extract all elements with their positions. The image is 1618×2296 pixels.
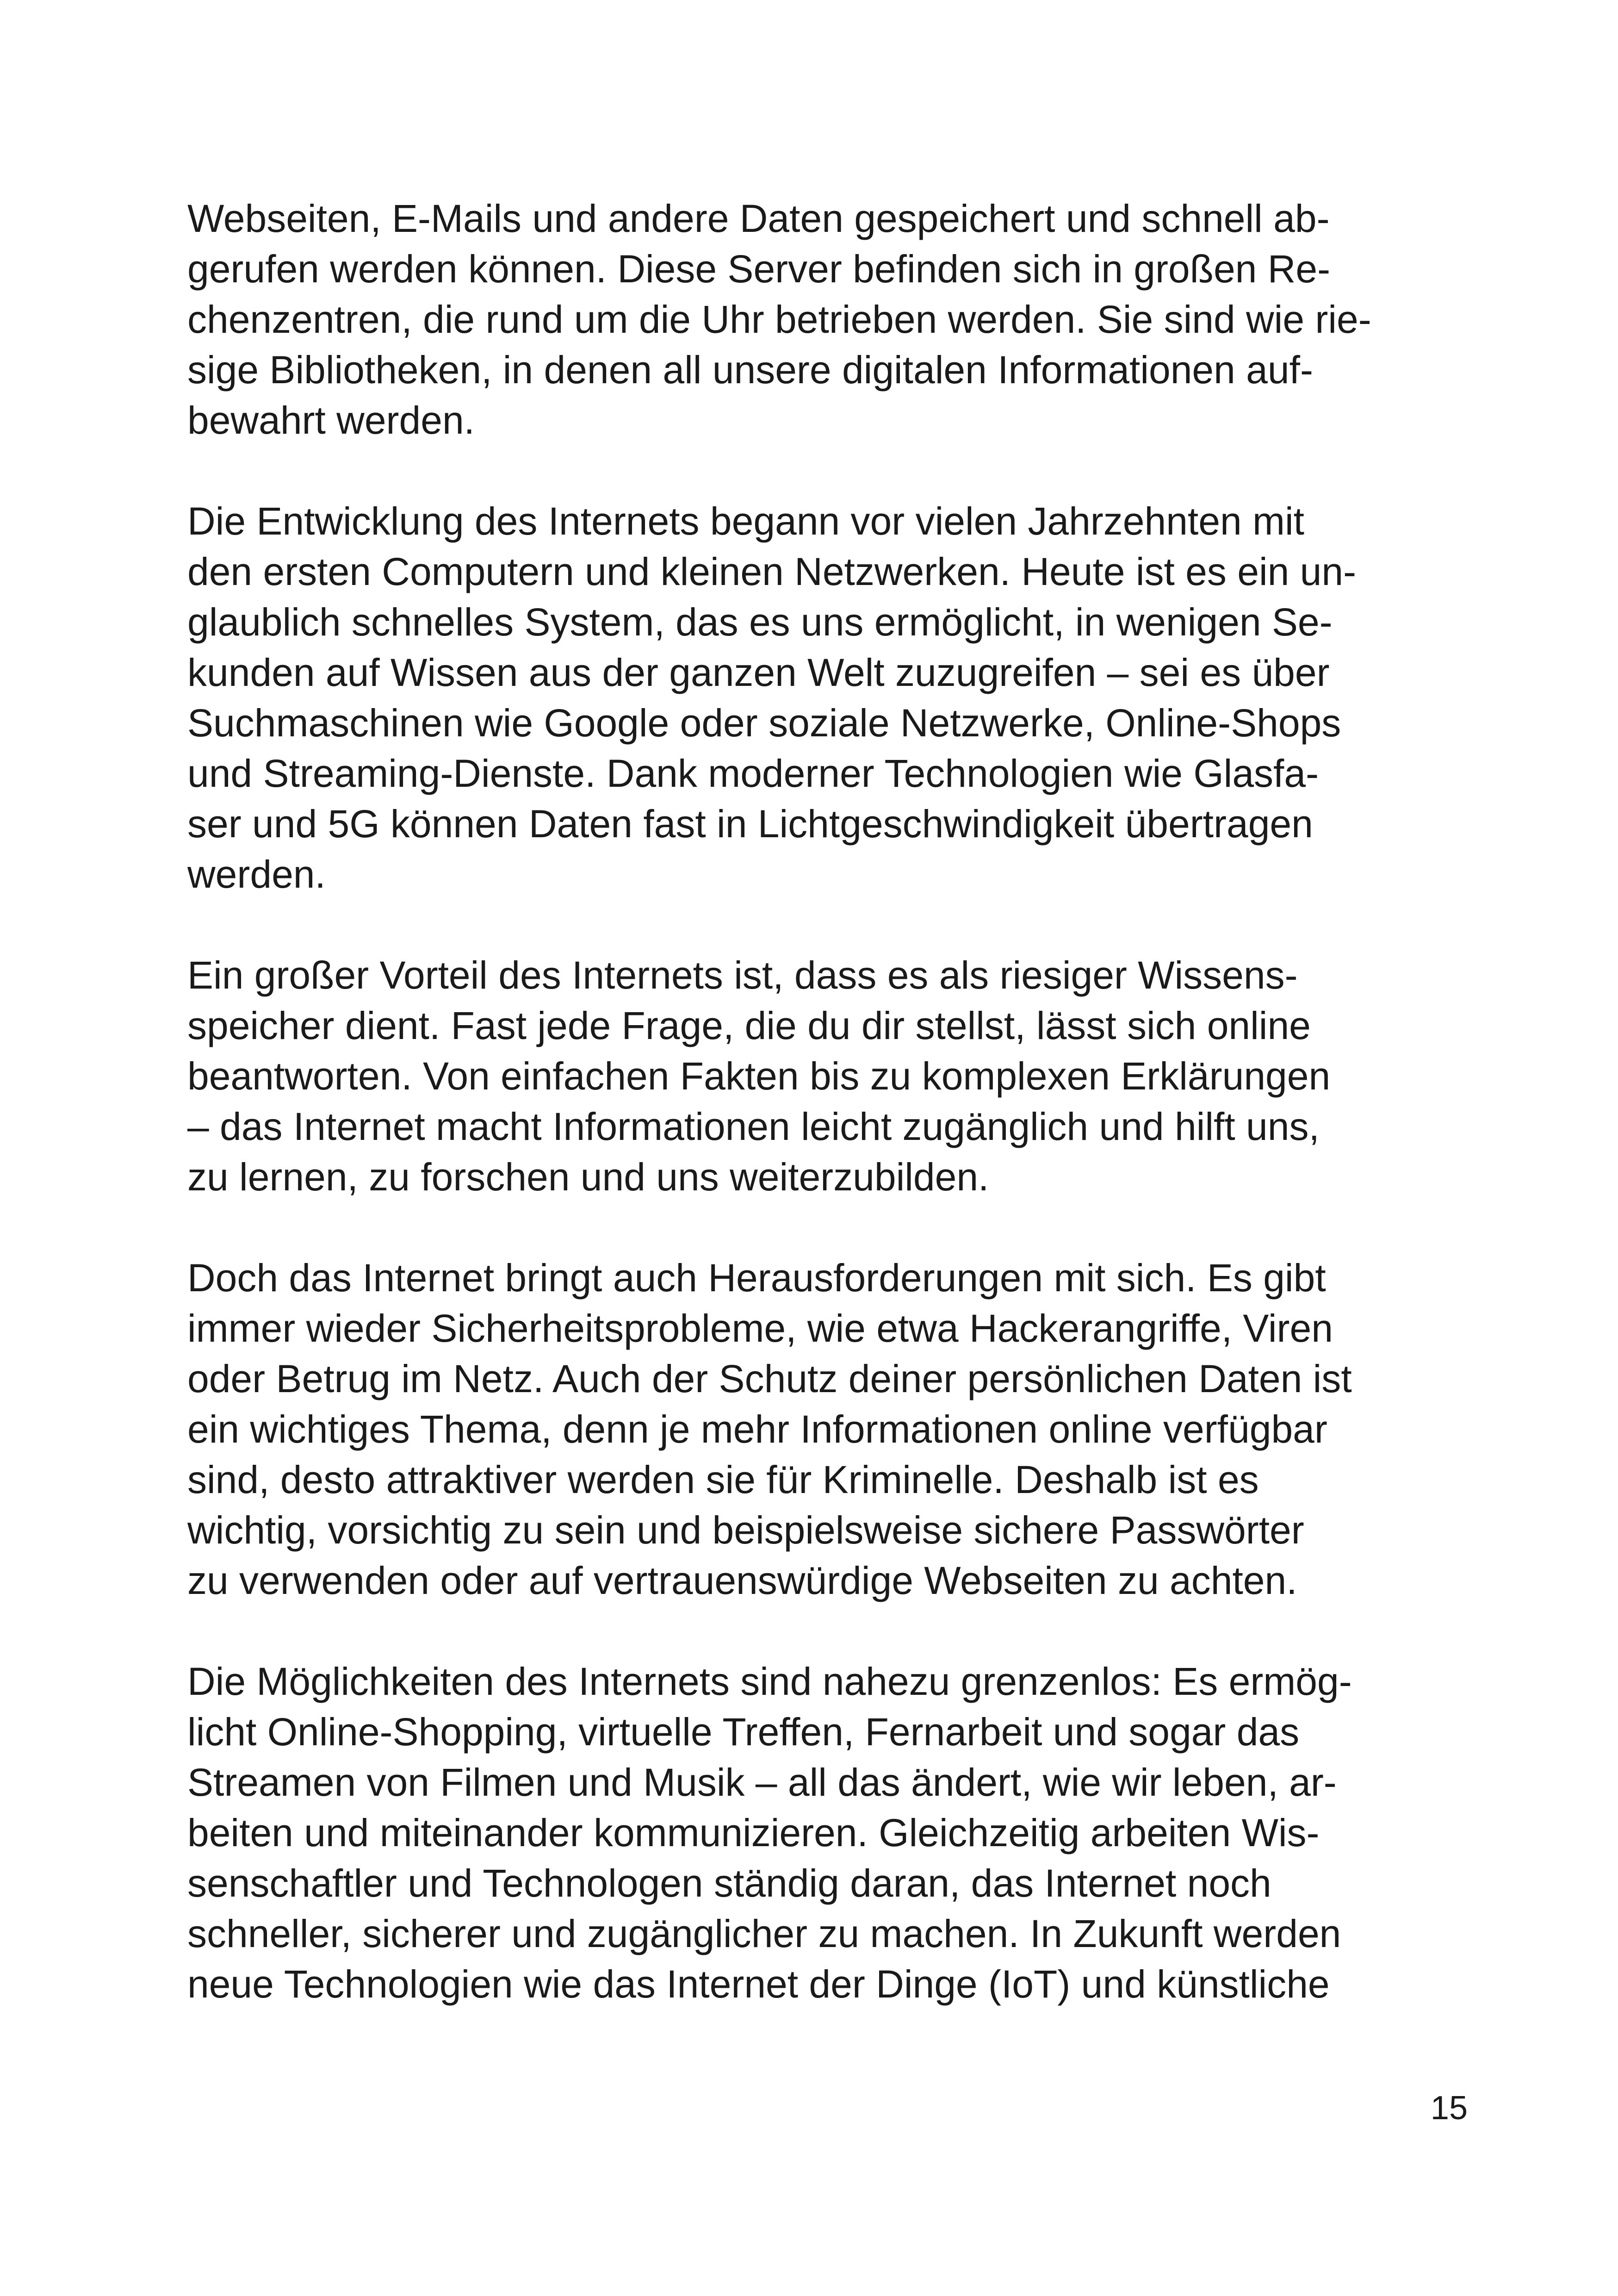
text-line: immer wieder Sicherheitsprobleme, wie etwa Hackerangriffe, Viren	[187, 1307, 1333, 1350]
text-line: werden.	[187, 852, 326, 896]
text-line: kunden auf Wissen aus der ganzen Welt zuzugreifen – sei es über	[187, 651, 1330, 694]
paragraph-spacer	[187, 446, 1478, 496]
text-line: ser und 5G können Daten fast in Lichtgeschwindigkeit übertragen	[187, 802, 1313, 846]
text-line: – das Internet macht Informationen leicht zugänglich und hilft uns,	[187, 1105, 1320, 1148]
text-line: schneller, sicherer und zugänglicher zu machen. In Zukunft werden	[187, 1912, 1341, 1955]
text-line: sige Bibliotheken, in denen all unsere digitalen Informationen auf-	[187, 348, 1313, 392]
text-line: Suchmaschinen wie Google oder soziale Netzwerke, Online-Shops	[187, 701, 1341, 745]
text-line: Ein großer Vorteil des Internets ist, dass es als riesiger Wissens-	[187, 953, 1298, 997]
paragraph-3	[187, 950, 1478, 1202]
text-line: ein wichtiges Thema, denn je mehr Informationen online verfügbar	[187, 1407, 1327, 1451]
text-line: zu verwenden oder auf vertrauenswürdige Webseiten zu achten.	[187, 1559, 1297, 1602]
paragraph-spacer	[187, 1606, 1478, 1656]
text-line: bewahrt werden.	[187, 398, 475, 442]
text-line: oder Betrug im Netz. Auch der Schutz deiner persönlichen Daten ist	[187, 1357, 1352, 1400]
text-line: beiten und miteinander kommunizieren. Gleichzeitig arbeiten Wis-	[187, 1811, 1320, 1854]
text-line: Streamen von Filmen und Musik – all das ändert, wie wir leben, ar-	[187, 1761, 1337, 1804]
text-line: speicher dient. Fast jede Frage, die du dir stellst, lässt sich online	[187, 1004, 1311, 1047]
text-line: Die Möglichkeiten des Internets sind nahezu grenzenlos: Es ermög-	[187, 1660, 1352, 1703]
text-line: Doch das Internet bringt auch Herausforderungen mit sich. Es gibt	[187, 1256, 1326, 1300]
paragraph-spacer	[187, 900, 1478, 950]
text-line: sind, desto attraktiver werden sie für Kriminelle. Deshalb ist es	[187, 1458, 1259, 1501]
text-line: chenzentren, die rund um die Uhr betrieben werden. Sie sind wie rie-	[187, 298, 1371, 341]
text-line: gerufen werden können. Diese Server befinden sich in großen Re-	[187, 247, 1331, 291]
text-line: Webseiten, E-Mails und andere Daten gespeichert und schnell ab-	[187, 197, 1330, 240]
text-line: glaublich schnelles System, das es uns ermöglicht, in wenigen Se-	[187, 600, 1333, 644]
paragraph-5	[187, 1656, 1478, 2010]
text-line: wichtig, vorsichtig zu sein und beispielsweise sichere Passwörter	[187, 1508, 1304, 1552]
page-number: 15	[1430, 2090, 1468, 2127]
text-line: zu lernen, zu forschen und uns weiterzubilden.	[187, 1155, 989, 1199]
paragraph-4	[187, 1253, 1478, 1606]
text-line: Die Entwicklung des Internets begann vor vielen Jahrzehnten mit	[187, 499, 1305, 543]
paragraph-2	[187, 496, 1478, 900]
text-line: den ersten Computern und kleinen Netzwerken. Heute ist es ein un-	[187, 550, 1357, 593]
body-text	[187, 193, 1478, 2010]
text-line: und Streaming-Dienste. Dank moderner Technologien wie Glasfa-	[187, 752, 1319, 795]
text-line: senschaftler und Technologen ständig daran, das Internet noch	[187, 1861, 1271, 1905]
paragraph-spacer	[187, 1202, 1478, 1253]
paragraph-1	[187, 193, 1478, 446]
text-line: beantworten. Von einfachen Fakten bis zu komplexen Erklärungen	[187, 1054, 1331, 1098]
text-line: neue Technologien wie das Internet der Dinge (IoT) und künstliche	[187, 1962, 1330, 2006]
text-line: licht Online-Shopping, virtuelle Treffen, Fernarbeit und sogar das	[187, 1710, 1300, 1754]
